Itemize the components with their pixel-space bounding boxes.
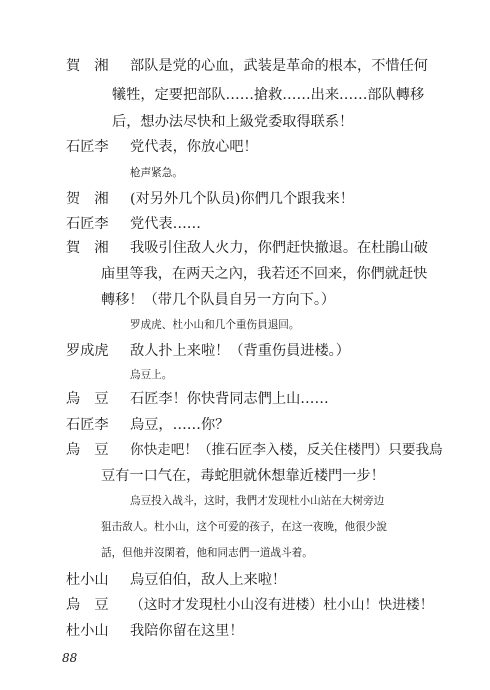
dialogue-line: 我陪你留在这里！ <box>130 623 244 639</box>
dialogue-line: 石匠李！你快背同志們上山…… <box>130 391 329 407</box>
speaker-shi-jiang-li: 石匠李 <box>66 417 109 433</box>
dialogue-line: 庙里等我，在两天之內，我若还不回来，你們就赶快 <box>101 266 428 282</box>
dialogue-line: 后，想办法尽快和上級党委取得联系！ <box>112 114 354 130</box>
dialogue-line: 烏豆伯伯，敌人上来啦！ <box>130 572 287 588</box>
speaker-wu-dou: 烏 豆 <box>66 442 109 458</box>
dialogue-line: 烏豆，……你？ <box>130 417 230 433</box>
speaker-he-xiang: 贺 湘 <box>66 191 109 207</box>
speaker-shi-jiang-li: 石匠李 <box>66 216 109 232</box>
dialogue-line: 党代表…… <box>130 216 201 232</box>
speaker-wu-dou: 烏 豆 <box>66 391 109 407</box>
dialogue-line: 你快走吧！（推石匠李入楼，反关住楼門）只要我烏 <box>130 442 443 458</box>
stage-direction: 話，但他并沒閑着，他和同志們一道战斗着。 <box>101 547 313 559</box>
speaker-du-xiao-shan: 杜小山 <box>66 572 109 588</box>
page-number: 88 <box>62 651 78 665</box>
speaker-wu-dou: 烏 豆 <box>66 597 109 613</box>
speaker-shi-jiang-li: 石匠李 <box>66 139 109 155</box>
dialogue-line: 豆有一口气在，毒蛇胆就休想靠近楼門一步！ <box>101 468 385 484</box>
stage-direction: 枪声紧急。 <box>130 167 183 179</box>
stage-direction: 罗成虎、杜小山和几个重伤員退回。 <box>130 319 300 331</box>
speaker-he-xiang: 賀 湘 <box>66 58 109 74</box>
dialogue-line: （这时才发現杜小山沒有进楼）杜小山！快进楼！ <box>130 597 434 613</box>
speaker-du-xiao-shan: 杜小山 <box>66 623 109 639</box>
dialogue-line: 犧牲，定要把部队……搶救……出来……部队轉移 <box>112 87 425 103</box>
stage-direction: 烏豆上。 <box>130 369 173 381</box>
dialogue-line: 轉移！（带几个队員自另一方向下。） <box>101 292 336 308</box>
dialogue-line: 党代表，你放心吧！ <box>130 139 258 155</box>
dialogue-line: 敌人扑上来啦！（背重伤員进楼。） <box>130 343 350 359</box>
dialogue-line: (对另外几个队员)你們几个跟我来！ <box>130 191 354 207</box>
speaker-luo-cheng-hu: 罗成虎 <box>66 343 109 359</box>
dialogue-line: 我吸引住敌人火力，你們赶快撤退。在杜鵑山破 <box>130 240 428 256</box>
speaker-he-xiang: 賀 湘 <box>66 240 109 256</box>
stage-direction: 狙击敌人。杜小山，这个可爱的孩子，在这一夜晚，他很少說 <box>101 521 388 533</box>
dialogue-line: 部队是党的心血，武装是革命的根本，不惜任何 <box>130 58 428 74</box>
stage-direction: 烏豆投入战斗，这时，我們才发现杜小山站在大树旁边 <box>130 495 385 507</box>
